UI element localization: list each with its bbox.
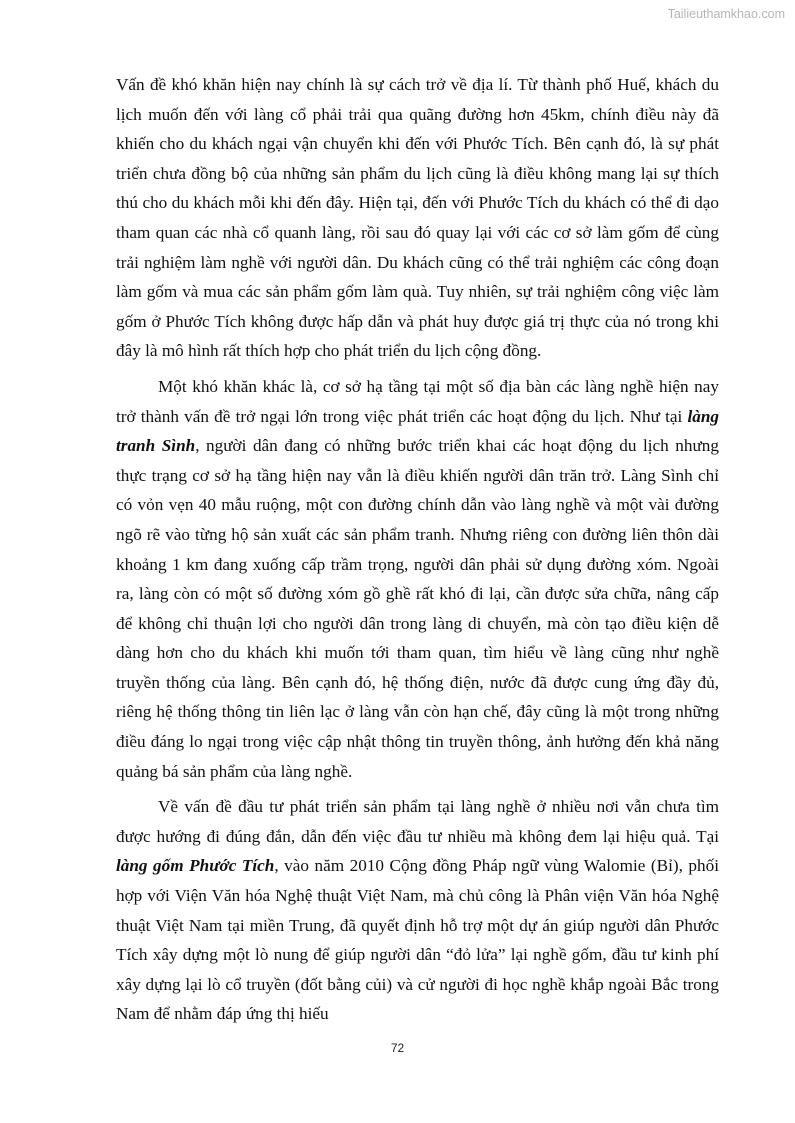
paragraph-text: , người dân đang có những bước triển khai các hoạt động du lịch nhưng thực trạng cơ sở hạ tầng hiện nay vẫn là điều khiến người dân trăn trở. Làng Sình chỉ có vỏn vẹn 40 mẫu ruộng, một con đường chính dẫn vào làng nghề và một vài đường ngõ rẽ vào từng hộ sản xuất các sản phẩm tranh. Nhưng riêng con đường liên thôn dài khoảng 1 km đang xuống cấp trầm trọng, người dân phải sử dụng đường xóm. Ngoài ra, làng còn có một số đường xóm gồ ghề rất khó đi lại, cần được sửa chữa, nâng cấp để không chỉ thuận lợi cho người dân trong làng di chuyển, mà còn tạo điều kiện dễ dàng hơn cho du khách khi muốn tới tham quan, tìm hiểu về làng cũng như nghề truyền thống của làng. Bên cạnh đó, hệ thống điện, nước đã được cung ứng đầy đủ, riêng hệ thống thông tin liên lạc ở làng vẫn còn hạn chế, đây cũng là một trong những điều đáng lo ngại trong việc cập nhật thông tin truyền thông, ảnh hưởng đến khả năng quảng bá sản phẩm của làng nghề. [116, 436, 719, 781]
paragraph-text: Về vấn đề đầu tư phát triển sản phẩm tại làng nghề ở nhiều nơi vẫn chưa tìm được hướng đi đúng đắn, dẫn đến việc đầu tư nhiều mà không đem lại hiệu quả. Tại [116, 797, 719, 846]
watermark: Tailieuthamkhao.com [667, 7, 785, 21]
emphasized-term: làng tranh Sình [116, 406, 719, 456]
paragraph [116, 70, 719, 366]
paragraph [116, 372, 719, 786]
page-body [116, 70, 719, 1035]
paragraph [116, 792, 719, 1029]
paragraph-text: , vào năm 2010 Cộng đồng Pháp ngữ vùng Walomie (Bỉ), phối hợp với Viện Văn hóa Nghệ thuật Việt Nam, mà chủ công là Phân viện Văn hóa Nghệ thuật Việt Nam tại miền Trung, đã quyết định hỗ trợ một dự án giúp người dân Phước Tích xây dựng một lò nung để giúp người dân “đỏ lửa” lại nghề gốm, đầu tư kinh phí xây dựng lại lò cổ truyền (đốt bằng củi) và cử người đi học nghề khắp ngoài Bắc trong Nam để nhằm đáp ứng thị hiếu [116, 856, 719, 1024]
paragraph-text: Vấn đề khó khăn hiện nay chính là sự cách trở về địa lí. Từ thành phố Huế, khách du lịch muốn đến với làng cổ phải trải qua quãng đường hơn 45km, chính điều này đã khiến cho du khách ngại vận chuyển khi đến với Phước Tích. Bên cạnh đó, là sự phát triển chưa đồng bộ của những sản phẩm du lịch cũng là điều không mang lại sự thích thú cho du khách mỗi khi đến đây. Hiện tại, đến với Phước Tích du khách có thể đi dạo tham quan các nhà cổ quanh làng, rồi sau đó quay lại với các cơ sở làm gốm để cùng trải nghiệm làm nghề với người dân. Du khách cũng có thể trải nghiệm các công đoạn làm gốm và mua các sản phẩm gốm làm quà. Tuy nhiên, sự trải nghiệm công việc làm gốm ở Phước Tích không được hấp dẫn và phát huy được giá trị thực của nó trong khi đây là mô hình rất thích hợp cho phát triển du lịch cộng đồng. [116, 75, 719, 361]
page-number: 72 [390, 1041, 405, 1055]
emphasized-term: làng gốm Phước Tích [116, 856, 275, 876]
paragraph-text: Một khó khăn khác là, cơ sở hạ tầng tại một số địa bàn các làng nghề hiện nay trở thành vấn đề trở ngại lớn trong việc phát triển các hoạt động du lịch. Như tại [116, 376, 719, 426]
